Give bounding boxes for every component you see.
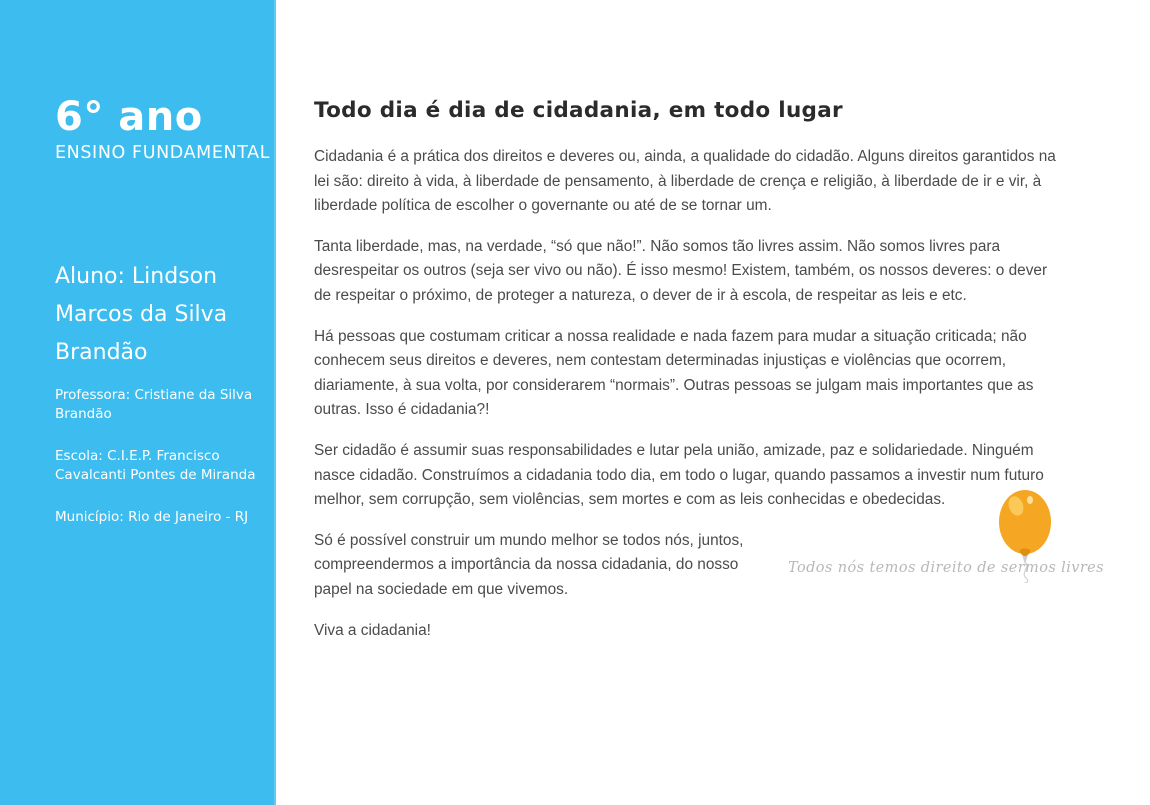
- city-name: Município: Rio de Janeiro - RJ: [55, 509, 249, 525]
- illustration-caption: Todos nós temos direito de sermos livres: [788, 560, 1105, 576]
- education-level: ENSINO FUNDAMENTAL: [55, 143, 271, 163]
- sign-off: Viva a cidadania!: [314, 621, 431, 639]
- paragraph: Há pessoas que costumam criticar a nossa realidade e nada fazem para mudar a situação criticada; não conhecem seus direitos e deveres, nem contestam determinadas injustiças e violências que ocorrem, diariamente, à sua volta, por considerarem “normais”. Outras pessoas se julgam mais importantes que as outras. Isso é cidadania?!: [314, 327, 1034, 419]
- teacher-name: Professora: Cristiane da Silva Brandão: [55, 387, 253, 422]
- paragraph: Tanta liberdade, mas, na verdade, “só que não!”. Não somos tão livres assim. Não somos livres para desrespeitar os outros (seja ser vivo ou não). É isso mesmo! Existem, também, os nossos deveres: o dever de respeitar o próximo, de proteger a natureza, o dever de ir à escola, de respeitar as leis e etc.: [314, 237, 1048, 304]
- main-content: [314, 0, 1064, 805]
- illustration-block: [780, 478, 1105, 588]
- page-title: Todo dia é dia de cidadania, em todo lugar: [314, 98, 843, 123]
- student-block: [55, 258, 265, 372]
- school-name: Escola: C.I.E.P. Francisco Cavalcanti Pontes de Miranda: [55, 448, 256, 483]
- grade-title: 6° ano: [55, 94, 203, 140]
- balloon-highlight-small: [1027, 496, 1033, 504]
- sidebar: [0, 0, 276, 805]
- student-name: Aluno: Lindson Marcos da Silva Brandão: [55, 264, 228, 365]
- grade-block: [55, 94, 271, 164]
- balloon-body: [999, 490, 1051, 554]
- balloon-knot: [1020, 549, 1030, 557]
- sidebar-edge-divider: [274, 0, 276, 805]
- closing-paragraph: Só é possível construir um mundo melhor se todos nós, juntos, compreendermos a importância da nossa cidadania, do nosso papel na sociedade em que vivemos.: [314, 531, 744, 598]
- paragraph: Cidadania é a prática dos direitos e deveres ou, ainda, a qualidade do cidadão. Alguns direitos garantidos na lei são: direito à vida, à liberdade de pensamento, à liberdade de crença e religião, à liberdade de ir e vir, à liberdade política de escolher o governante ou até de se tornar um.: [314, 148, 1056, 215]
- meta-block: [55, 386, 270, 550]
- paragraph: Ser cidadão é assumir suas responsabilidades e lutar pela união, amizade, paz e solidariedade. Ninguém nasce cidadão. Construímos a cidadania todo dia, em todo o lugar, quando passamos a investir num futuro melhor, sem corrupção, sem violências, sem mortes e com as leis conhecidas e obedecidas.: [314, 441, 1044, 509]
